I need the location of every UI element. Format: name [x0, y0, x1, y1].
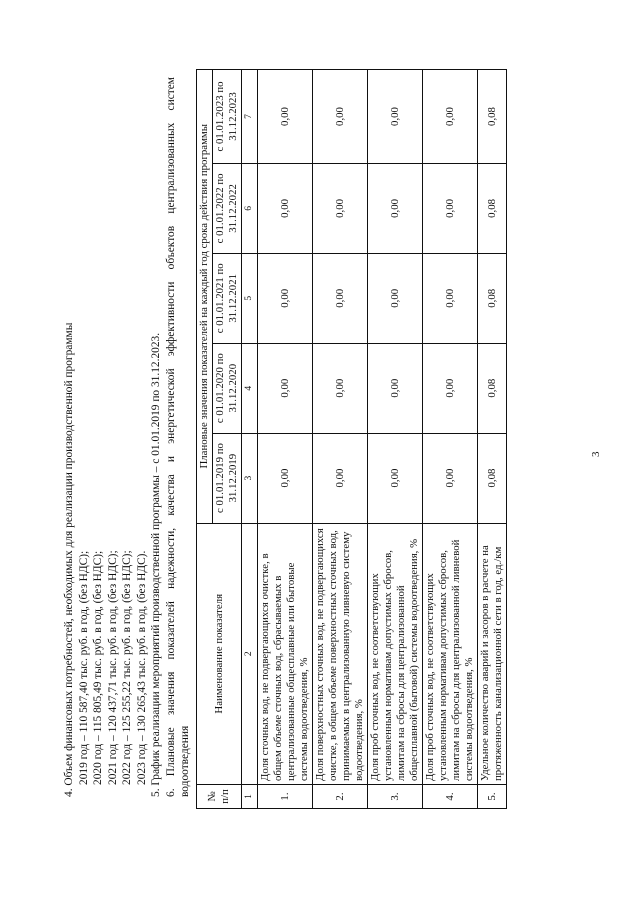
- row-value: 0,08: [478, 253, 507, 343]
- row-num: 1.: [258, 785, 313, 809]
- table-column-numbers: [242, 70, 258, 809]
- col-number: 3: [242, 433, 258, 523]
- row-num: 5.: [478, 785, 507, 809]
- table-row: [313, 70, 368, 809]
- section-5-text: 5. График реализации мероприятий производственной программы – с 01.01.2019 по 31.12.2023.: [150, 332, 162, 797]
- section-6-heading-cont: водоотведения: [179, 725, 191, 797]
- header-period: с 01.01.2019 по 31.12.2019: [213, 433, 242, 523]
- finance-2023: 2023 год – 130 265,43 тыс. руб. в год, (без НДС).: [135, 550, 148, 785]
- row-value: 0,00: [368, 343, 423, 433]
- header-period: с 01.01.2022 по 31.12.2022: [213, 163, 242, 253]
- row-name: Доля поверхностных сточных вод, не подвергающихся очистке, в общем объеме поверхностных сточных вод, принимаемых в централизованную ливневую систему водоотведения, %: [313, 523, 368, 785]
- row-value: 0,00: [313, 163, 368, 253]
- col-number: 2: [242, 523, 258, 785]
- header-group: Плановые значения показателей на каждый год срока действия программы: [197, 70, 213, 524]
- table-row: [423, 70, 478, 809]
- row-value: 0,00: [258, 163, 313, 253]
- row-value: 0,08: [478, 163, 507, 253]
- row-value: 0,00: [423, 163, 478, 253]
- row-value: 0,00: [258, 343, 313, 433]
- finance-2021: 2021 год – 120 437,71 тыс. руб. в год, (без НДС);: [106, 550, 119, 785]
- row-value: 0,00: [423, 433, 478, 523]
- row-num: 4.: [423, 785, 478, 809]
- row-value: 0,00: [313, 343, 368, 433]
- row-value: 0,00: [423, 343, 478, 433]
- col-number: 5: [242, 253, 258, 343]
- row-value: 0,00: [313, 70, 368, 164]
- row-value: 0,00: [368, 70, 423, 164]
- section-6-heading: 6. Плановые значения показателей надежности, качества и энергетической эффективности объектов централизованных систем: [164, 77, 177, 797]
- table-header-row: [197, 70, 213, 809]
- row-name: Доля проб сточных вод, не соответствующих установленным нормативам допустимых сбросов, лимитам на сбросы для централизованной общесплавной (бытовой) системы водоотведения, %: [368, 523, 423, 785]
- table-row: [258, 70, 313, 809]
- row-value: 0,00: [423, 70, 478, 164]
- header-name: Наименование показателя: [197, 523, 242, 785]
- col-number: 7: [242, 70, 258, 164]
- col-number: 6: [242, 163, 258, 253]
- row-name: Доля сточных вод, не подвергающихся очистке, в общем объеме сточных вод, сбрасываемых в централизованные общесплавные или бытовые системы водоотведения, %: [258, 523, 313, 785]
- row-value: 0,00: [258, 70, 313, 164]
- row-name: Удельное количество аварий и засоров в расчете на протяженность канализационной сети в год, ед./км: [478, 523, 507, 785]
- row-value: 0,00: [258, 433, 313, 523]
- row-num: 3.: [368, 785, 423, 809]
- header-period: с 01.01.2023 по 31.12.2023: [213, 70, 242, 164]
- row-name: Доля проб сточных вод, не соответствующих установленным нормативам допустимых сбросов, лимитам на сбросы для централизованной ливневой системы водоотведения, %: [423, 523, 478, 785]
- row-value: 0,00: [368, 253, 423, 343]
- row-value: 0,08: [478, 70, 507, 164]
- row-value: 0,08: [478, 343, 507, 433]
- table-row: [478, 70, 507, 809]
- finance-2020: 2020 год – 115 805,49 тыс. руб. в год, (без НДС);: [92, 550, 104, 785]
- row-num: 2.: [313, 785, 368, 809]
- row-value: 0,00: [313, 253, 368, 343]
- finance-2019: 2019 год – 110 587,40 тыс. руб. в год, (без НДС);: [77, 550, 90, 785]
- row-value: 0,00: [368, 163, 423, 253]
- row-value: 0,00: [368, 433, 423, 523]
- row-value: 0,08: [478, 433, 507, 523]
- finance-2022: 2022 год – 125 255,22 тыс. руб. в год, (без НДС);: [121, 550, 133, 785]
- col-number: 1: [242, 785, 258, 809]
- table-row: [368, 70, 423, 809]
- header-period: с 01.01.2020 по 31.12.2020: [213, 343, 242, 433]
- header-num: № п/п: [197, 785, 242, 809]
- header-period: с 01.01.2021 по 31.12.2021: [213, 253, 242, 343]
- page-number: 3: [590, 451, 602, 457]
- row-value: 0,00: [423, 253, 478, 343]
- section-4-heading: 4. Объем финансовых потребностей, необходимых для реализации производственной программы: [63, 322, 75, 797]
- col-number: 4: [242, 343, 258, 433]
- row-value: 0,00: [313, 433, 368, 523]
- row-value: 0,00: [258, 253, 313, 343]
- text-block: [62, 77, 193, 797]
- indicators-table: [196, 69, 507, 809]
